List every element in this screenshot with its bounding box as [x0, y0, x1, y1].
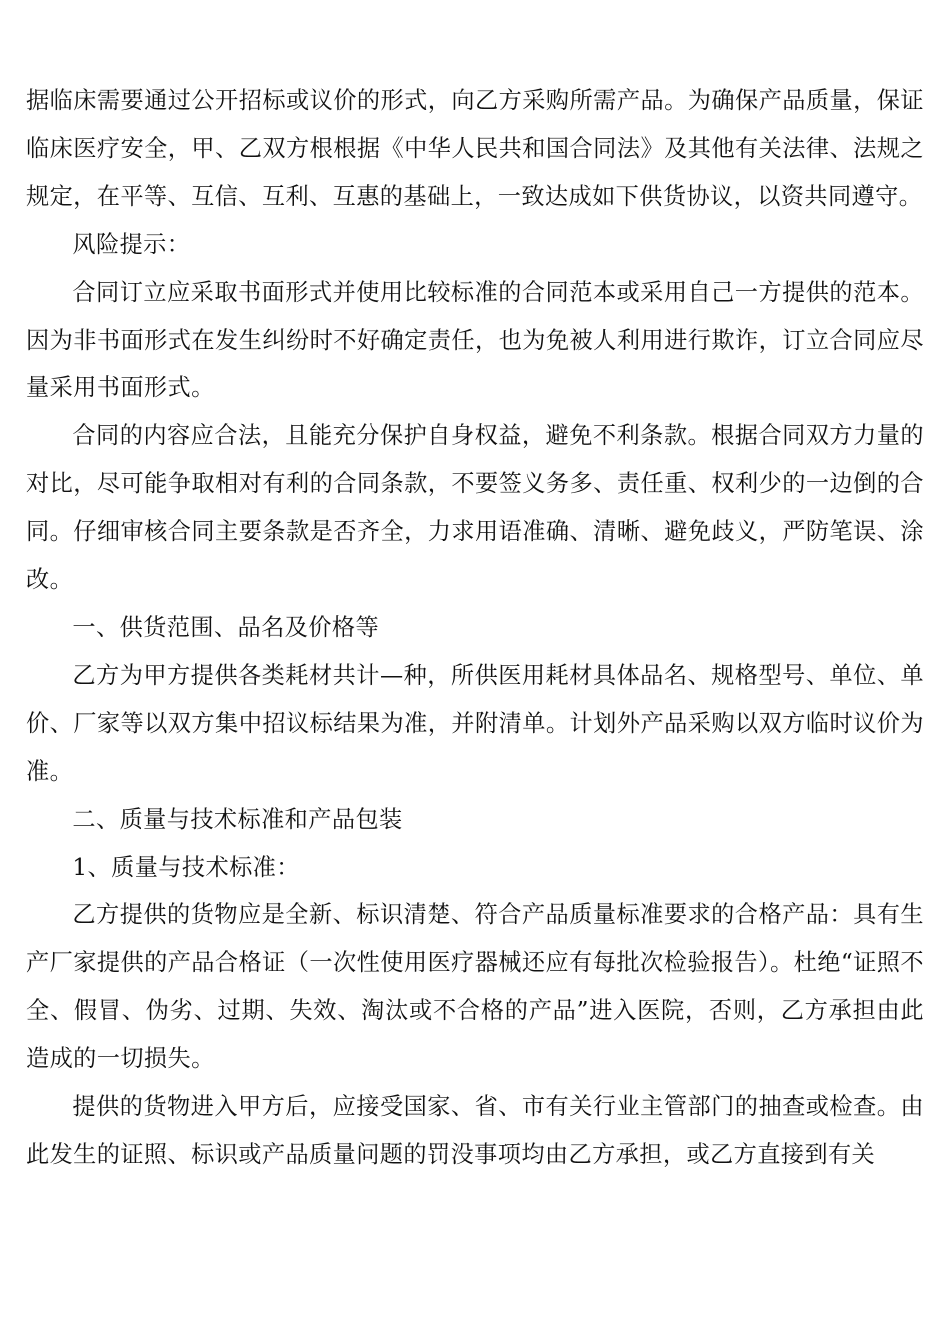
paragraph-written-form: 合同订立应采取书面形式并使用比较标准的合同范本或采用自己一方提供的范本。因为非书面形式在发生纠纷时不好确定责任，也为免被人利用进行欺诈，订立合同应尽量采用书面形式。	[26, 278, 924, 402]
document-body	[26, 77, 924, 1179]
risk-notice-heading: 风险提示：	[72, 230, 191, 258]
section-heading-supply-scope: 一、供货范围、品名及价格等	[72, 613, 380, 641]
paragraph-quality-requirements: 乙方提供的货物应是全新、标识清楚、符合产品质量标准要求的合格产品：具有生产厂家提供的产品合格证（一次性使用医疗器械还应有每批次检验报告）。杜绝“证照不全、假冒、伪劣、过期、失效、淘汰或不合格的产品”进入医院，否则，乙方承担由此造成的一切损失。	[26, 901, 924, 1073]
section-heading-quality-packaging: 二、质量与技术标准和产品包装	[72, 805, 403, 833]
subsection-heading-quality-standard: 1、质量与技术标准：	[72, 853, 300, 881]
paragraph-preamble-continuation: 据临床需要通过公开招标或议价的形式，向乙方采购所需产品。为确保产品质量，保证临床医疗安全，甲、乙双方根根据《中华人民共和国合同法》及其他有关法律、法规之规定，在平等、互信、互利、互惠的基础上，一致达成如下供货协议，以资共同遵守。	[26, 87, 924, 210]
paragraph-supply-scope: 乙方为甲方提供各类耗材共计—种，所供医用耗材具体品名、规格型号、单位、单价、厂家等以双方集中招议标结果为准，并附清单。计划外产品采购以双方临时议价为准。	[26, 661, 924, 785]
paragraph-inspection: 提供的货物进入甲方后，应接受国家、省、市有关行业主管部门的抽查或检查。由此发生的证照、标识或产品质量问题的罚没事项均由乙方承担，或乙方直接到有关	[26, 1093, 924, 1168]
paragraph-legal-content: 合同的内容应合法，且能充分保护自身权益，避免不利条款。根据合同双方力量的对比，尽可能争取相对有利的合同条款，不要签义务多、责任重、权利少的一边倒的合同。仔细审核合同主要条款是否齐全，力求用语准确、清晰、避免歧义，严防笔误、涂改。	[26, 422, 924, 594]
